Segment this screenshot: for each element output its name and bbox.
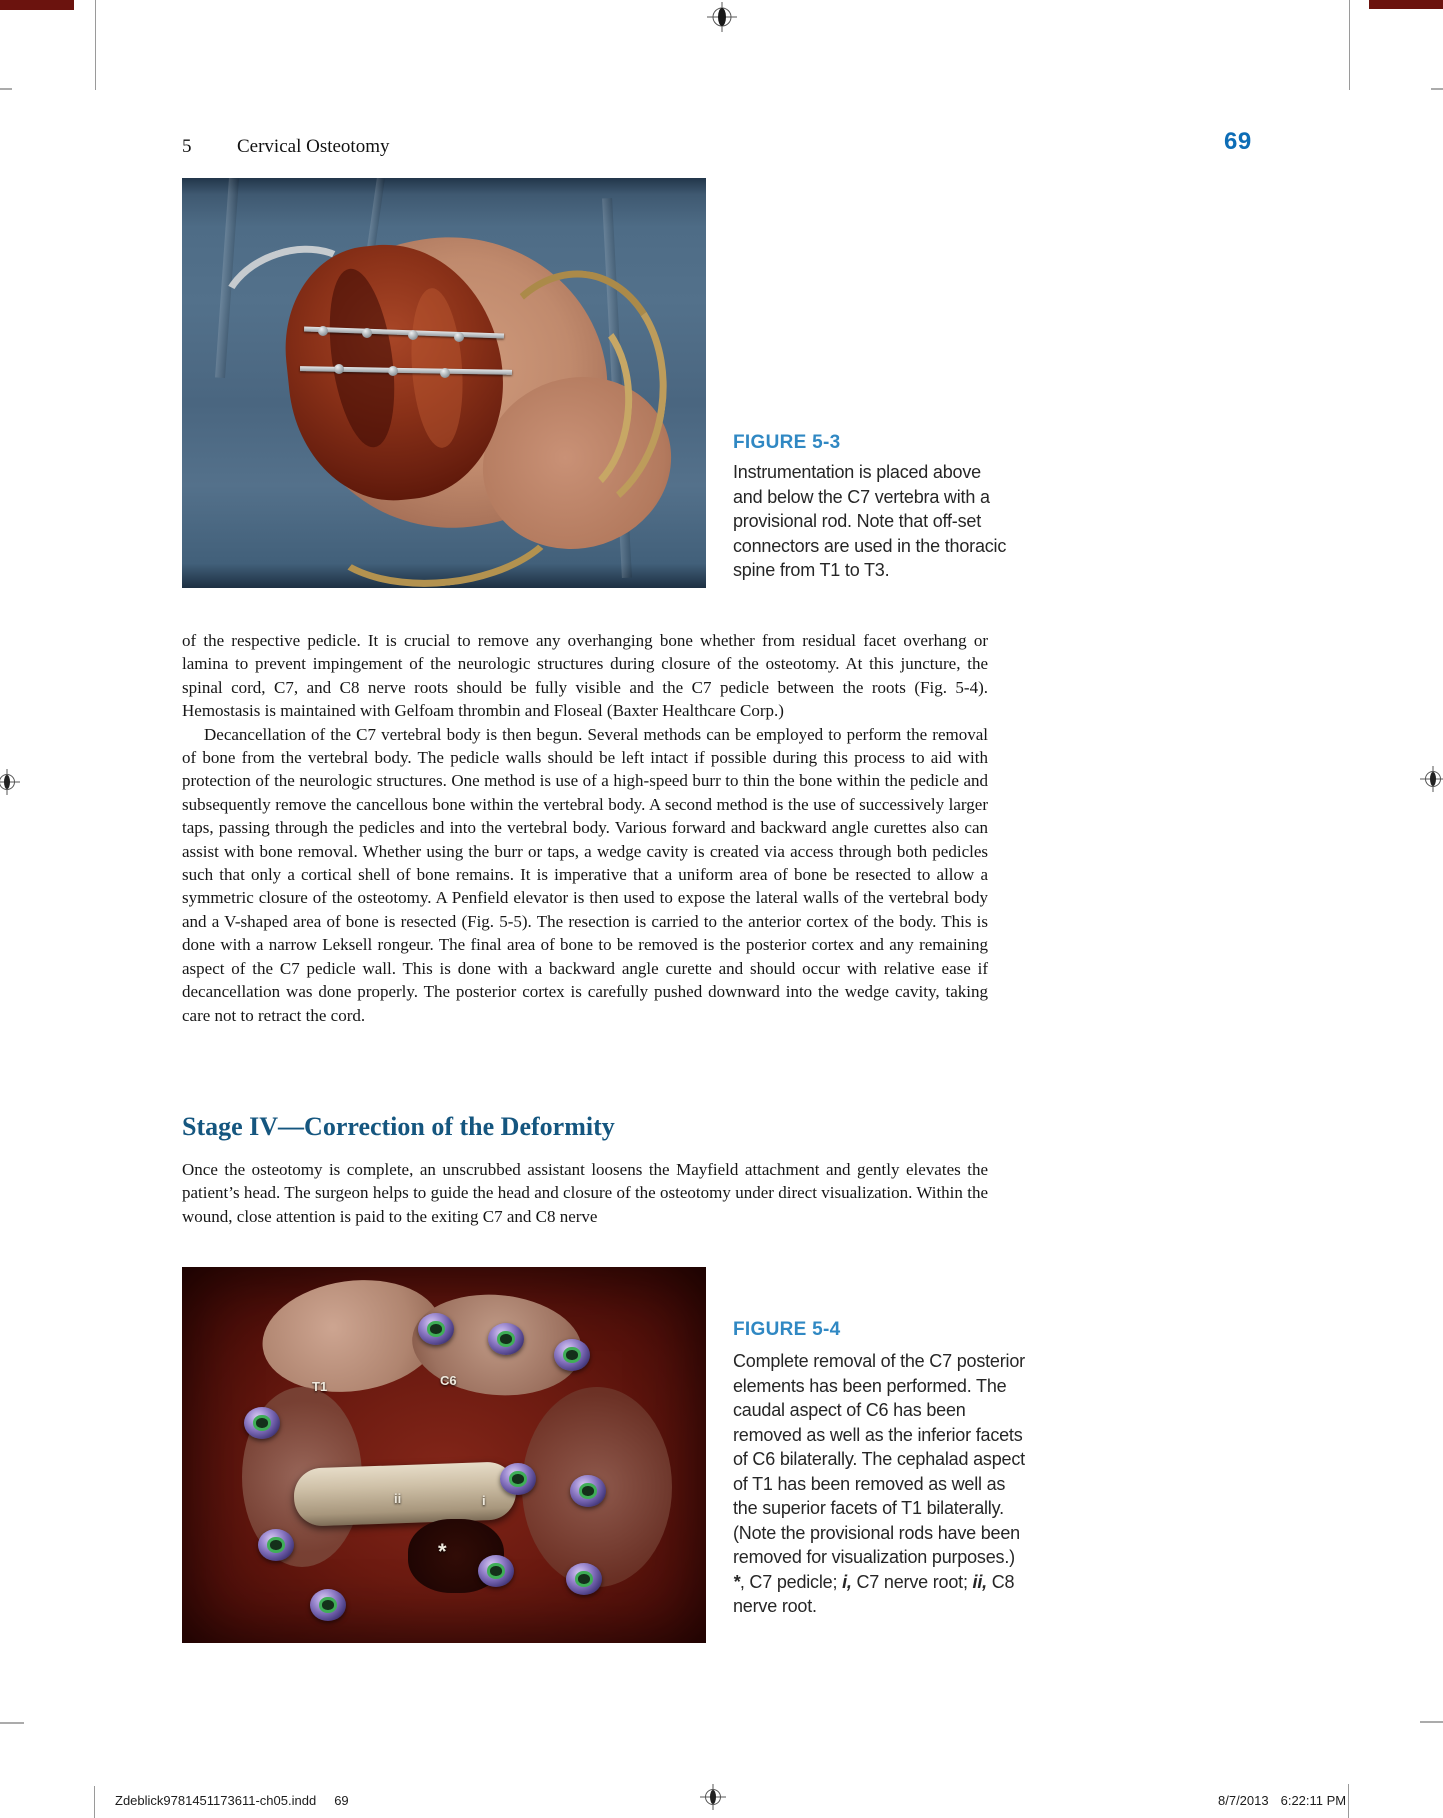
- photo-annotation-asterisk: *: [438, 1539, 447, 1564]
- page-number: 69: [1224, 128, 1252, 155]
- figure-5-4-photo: [182, 1267, 706, 1643]
- photo-annotation-i: i: [482, 1493, 486, 1508]
- screw-head: [362, 328, 372, 338]
- crop-mark-bottom-edge-right: [1420, 1721, 1443, 1723]
- body-text-block: [182, 1158, 988, 1228]
- footer-timestamp: [1218, 1793, 1346, 1808]
- footer-time: 6:22:11 PM: [1280, 1793, 1347, 1808]
- pedicle-screw: [570, 1475, 606, 1507]
- drape-fold: [367, 178, 385, 248]
- pedicle-screw: [244, 1407, 280, 1439]
- figure-5-4-label: FIGURE 5-4: [733, 1319, 841, 1340]
- photo-annotation-t1: T1: [312, 1379, 328, 1394]
- caption-text: C8 nerve root.: [733, 1571, 1015, 1616]
- screw-head: [388, 366, 398, 376]
- caption-text: C7 nerve root;: [851, 1571, 973, 1592]
- crop-mark-top-left: [95, 0, 96, 90]
- footer-page-number: 69: [334, 1793, 349, 1808]
- running-head-title: Cervical Osteotomy: [237, 136, 390, 157]
- registration-mark-icon: [707, 2, 737, 32]
- crop-mark-edge-left: [0, 88, 12, 90]
- crop-mark-bottom-edge-left: [0, 1722, 24, 1724]
- crop-mark-bottom-right: [1348, 1784, 1349, 1818]
- figure-5-3-photo: [182, 178, 706, 588]
- pedicle-screw: [500, 1463, 536, 1495]
- pedicle-screw: [554, 1339, 590, 1371]
- footer-date: 8/7/2013: [1218, 1793, 1269, 1808]
- pedicle-screw: [566, 1563, 602, 1595]
- crop-mark-top-right: [1349, 0, 1350, 90]
- registration-mark-icon: [0, 769, 20, 795]
- paragraph: Once the osteotomy is complete, an unscrubbed assistant loosens the Mayfield attachment and gently elevates the patient’s head. The surgeon helps to guide the head and closure of the osteotomy under direct visualization. Within the wound, close attention is paid to the exiting C7 and C8 nerve: [182, 1160, 988, 1226]
- pedicle-screw: [478, 1555, 514, 1587]
- body-text-block: [182, 629, 988, 1027]
- paragraph: of the respective pedicle. It is crucial to remove any overhanging bone whether from residual facet overhang or lamina to prevent impingement of the neurologic structures during closure of the osteotomy. At this juncture, the spinal cord, C7, and C8 nerve roots should be fully visible and the C7 pedicle between the roots (Fig. 5-4). Hemostasis is maintained with Gelfoam thrombin and Floseal (Baxter Healthcare Corp.): [182, 631, 988, 721]
- crop-mark-bottom-left: [94, 1786, 95, 1818]
- screw-head: [334, 364, 344, 374]
- registration-mark-icon: [700, 1784, 726, 1810]
- figure-5-3-caption: Instrumentation is placed above and below the C7 vertebra with a provisional rod. Note that off-set connectors are used in the thoracic spine from T1 to T3.: [733, 462, 1007, 580]
- color-calibration-bar-left: [0, 0, 74, 10]
- paragraph: Decancellation of the C7 vertebral body is then begun. Several methods can be employed to perform the removal of bone from the vertebral body. The pedicle walls should be left intact if possible during this process to aid with protection of the neurologic structures. One method is use of a high-speed burr to thin the bone within the pedicle and subsequently remove the cancellous bone within the vertebral body. A second method is the use of successively larger taps, passing through the pedicles and into the vertebral body. Various forward and backward angle curettes also can assist with bone removal. Whether using the burr or taps, a wedge cavity is created via access through both pedicles such that only a cortical shell of bone remains. It is imperative that a uniform area of bone be resected to allow a symmetric closure of the osteotomy. A Penfield elevator is then used to expose the lateral walls of the vertebral body and a V-shaped area of bone is resected (Fig. 5-5). The resection is carried to the anterior cortex of the body. This is done with a narrow Leksell rongeur. The final area of bone to be removed is the posterior cortex and any remaining aspect of the C7 pedicle wall. This is done with a backward angle curette and should occur with relative ease if decancellation was done properly. The posterior cortex is carefully pushed downward into the wedge cavity, taking care not to retract the cord.: [182, 724, 988, 1025]
- registration-mark-icon: [1420, 766, 1443, 792]
- screw-head: [454, 332, 464, 342]
- footer-slug: [115, 1793, 349, 1808]
- caption-text: , C7 pedicle;: [739, 1571, 843, 1592]
- chapter-number: 5: [182, 136, 192, 157]
- screw-head: [440, 368, 450, 378]
- footer-filename: Zdeblick9781451173611-ch05.indd: [115, 1793, 317, 1808]
- figure-5-3-label: FIGURE 5-3: [733, 432, 841, 453]
- screw-head: [408, 330, 418, 340]
- figure-5-4-caption: [733, 1349, 1027, 1619]
- caption-symbol-ii: ii,: [972, 1571, 987, 1592]
- caption-symbol-i: i,: [842, 1571, 852, 1592]
- section-heading: Stage IV—Correction of the Deformity: [182, 1112, 615, 1141]
- caption-text: Complete removal of the C7 posterior elements has been performed. The caudal aspect of C6 has been removed as well as the inferior facets of C6 bilaterally. The cephalad aspect of T1 has been removed as well as the superior facets of T1 bilaterally. (Note the provisional rods have been removed for visualization purposes.): [733, 1351, 1025, 1567]
- pedicle-screw: [488, 1323, 524, 1355]
- crop-mark-edge-right: [1431, 88, 1443, 90]
- pedicle-screw: [418, 1313, 454, 1345]
- photo-annotation-ii: ii: [394, 1491, 402, 1506]
- photo-annotation-c6: C6: [440, 1373, 457, 1388]
- color-calibration-bar-right: [1369, 0, 1443, 9]
- caption-symbol-asterisk: *: [733, 1571, 740, 1592]
